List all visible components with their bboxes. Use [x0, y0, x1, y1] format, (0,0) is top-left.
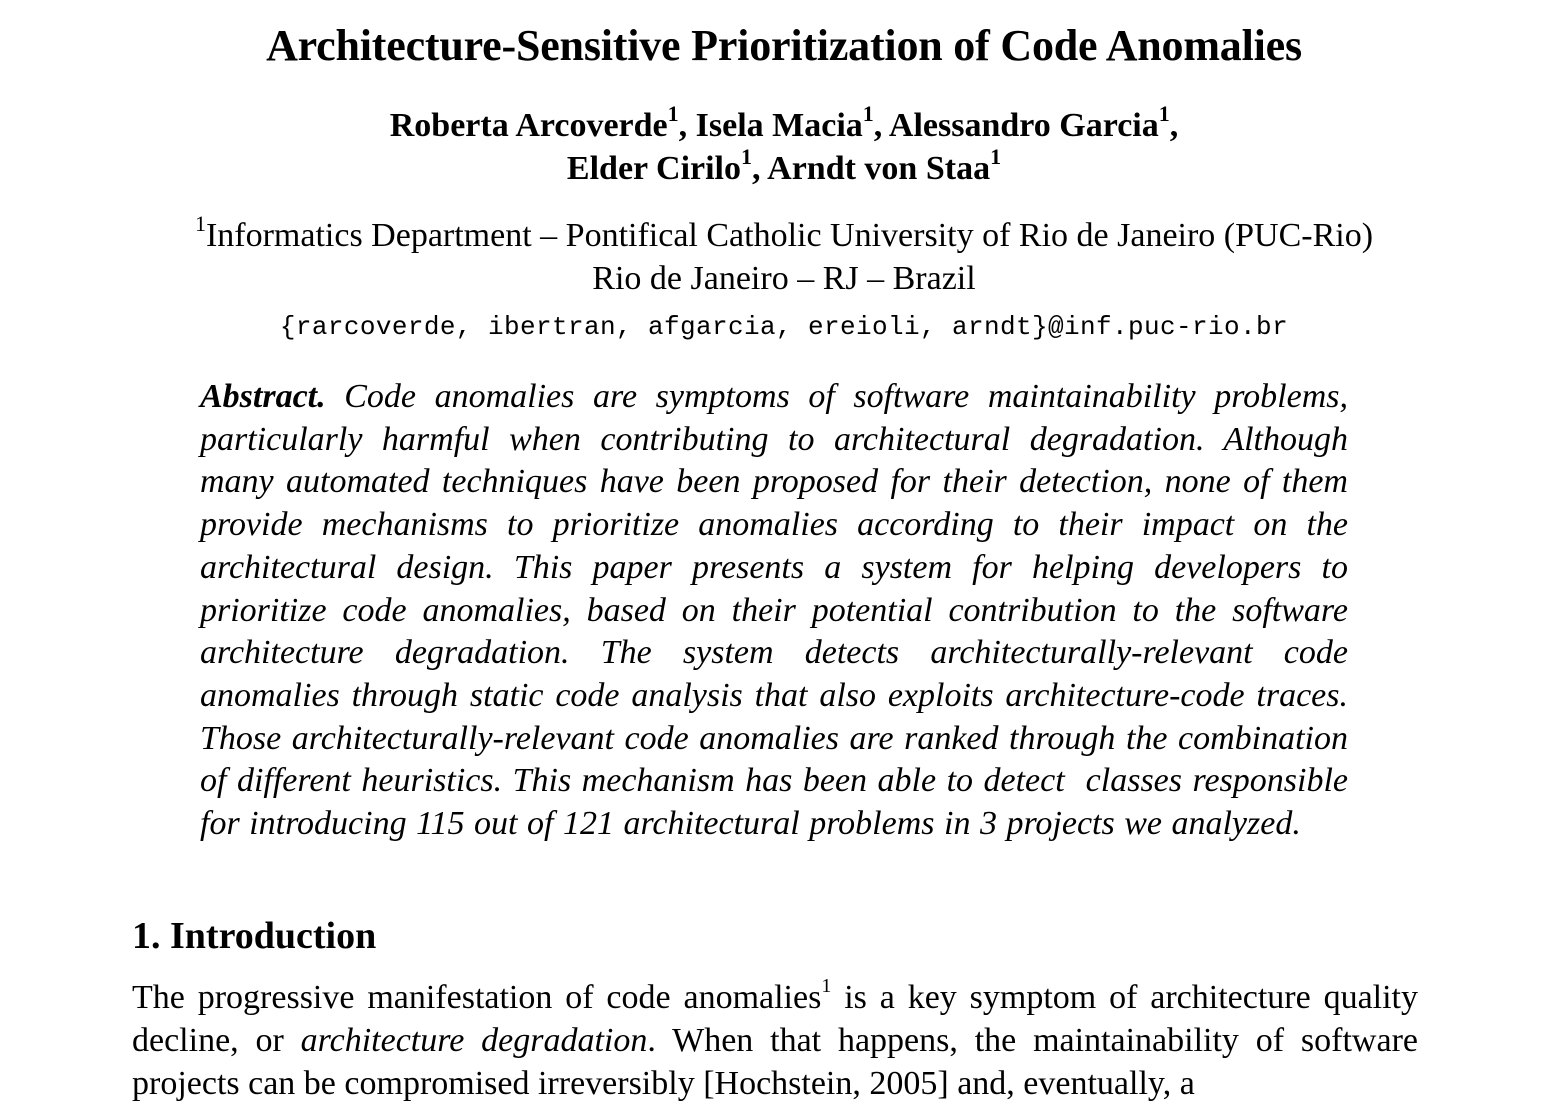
author-name: Alessandro Garcia — [888, 107, 1159, 144]
author-separator: , — [1169, 107, 1179, 144]
abstract-label: Abstract. — [200, 378, 326, 415]
abstract — [200, 376, 1358, 846]
author-name: Elder Cirilo — [566, 150, 742, 187]
author-affiliation-mark: 1 — [667, 100, 679, 126]
intro-text: The progressive manifestation of code anomalies — [132, 979, 822, 1016]
affiliation-line-2: Rio de Janeiro – RJ – Brazil — [592, 260, 976, 297]
abstract-text: Code anomalies are symptoms of software maintainability problems, particularly harmful when contributing to architectural degradation. Although many automated techniques have been proposed for their detection, none of them provide mechanisms to prioritize anomalies according to their impact on the architectural design. This paper presents a system for helping developers to prioritize code anomalies, based on their potential contribution to the software architecture degradation. The system detects architecturally-relevant code anomalies through static code analysis that also exploits architecture-code traces. Those architecturally-relevant code anomalies are ranked through the combination of different heuristics. This mechanism has been able to detect classes responsible for introducing 115 out of 121 architectural problems in 3 projects we analyzed. — [200, 378, 1358, 843]
author-name: Roberta Arcoverde — [389, 107, 668, 144]
author-emails: {rarcoverde, ibertran, afgarcia, ereioli, arndt}@inf.puc-rio.br — [279, 312, 1289, 342]
author-affiliation-mark: 1 — [1158, 100, 1170, 126]
paper-title: Architecture-Sensitive Prioritization of Code Anomalies — [266, 21, 1302, 70]
author-list — [0, 100, 1568, 190]
author-separator: , — [752, 150, 768, 187]
author-line-1 — [0, 100, 1568, 147]
author-name: Arndt von Staa — [767, 150, 991, 187]
author-affiliation-mark: 1 — [741, 143, 753, 169]
author-line-2 — [0, 143, 1568, 190]
author-affiliation-mark: 1 — [990, 143, 1002, 169]
intro-emphasis: architecture degradation — [300, 1022, 648, 1059]
intro-text: is a key symptom of architecture quality decline, or — [132, 979, 1427, 1059]
author-name: Isela Macia — [695, 107, 863, 144]
affiliation-mark: 1 — [194, 210, 206, 236]
author-affiliation-mark: 1 — [862, 100, 874, 126]
affiliation — [0, 210, 1568, 300]
section-heading: 1. Introduction — [132, 915, 377, 957]
author-separator: , — [678, 107, 696, 144]
footnote-mark: 1 — [821, 974, 832, 997]
affiliation-line-1 — [0, 210, 1568, 257]
affiliation-department: Informatics Department – Pontifical Catholic University of Rio de Janeiro (PUC-Rio) — [205, 217, 1374, 254]
intro-paragraph — [132, 974, 1427, 1105]
author-separator: , — [873, 107, 889, 144]
intro-text: . When that happens, the maintainability of software projects can be compromised irreversibly [Hochstein, 2005] and, eventually, a — [132, 1022, 1418, 1102]
